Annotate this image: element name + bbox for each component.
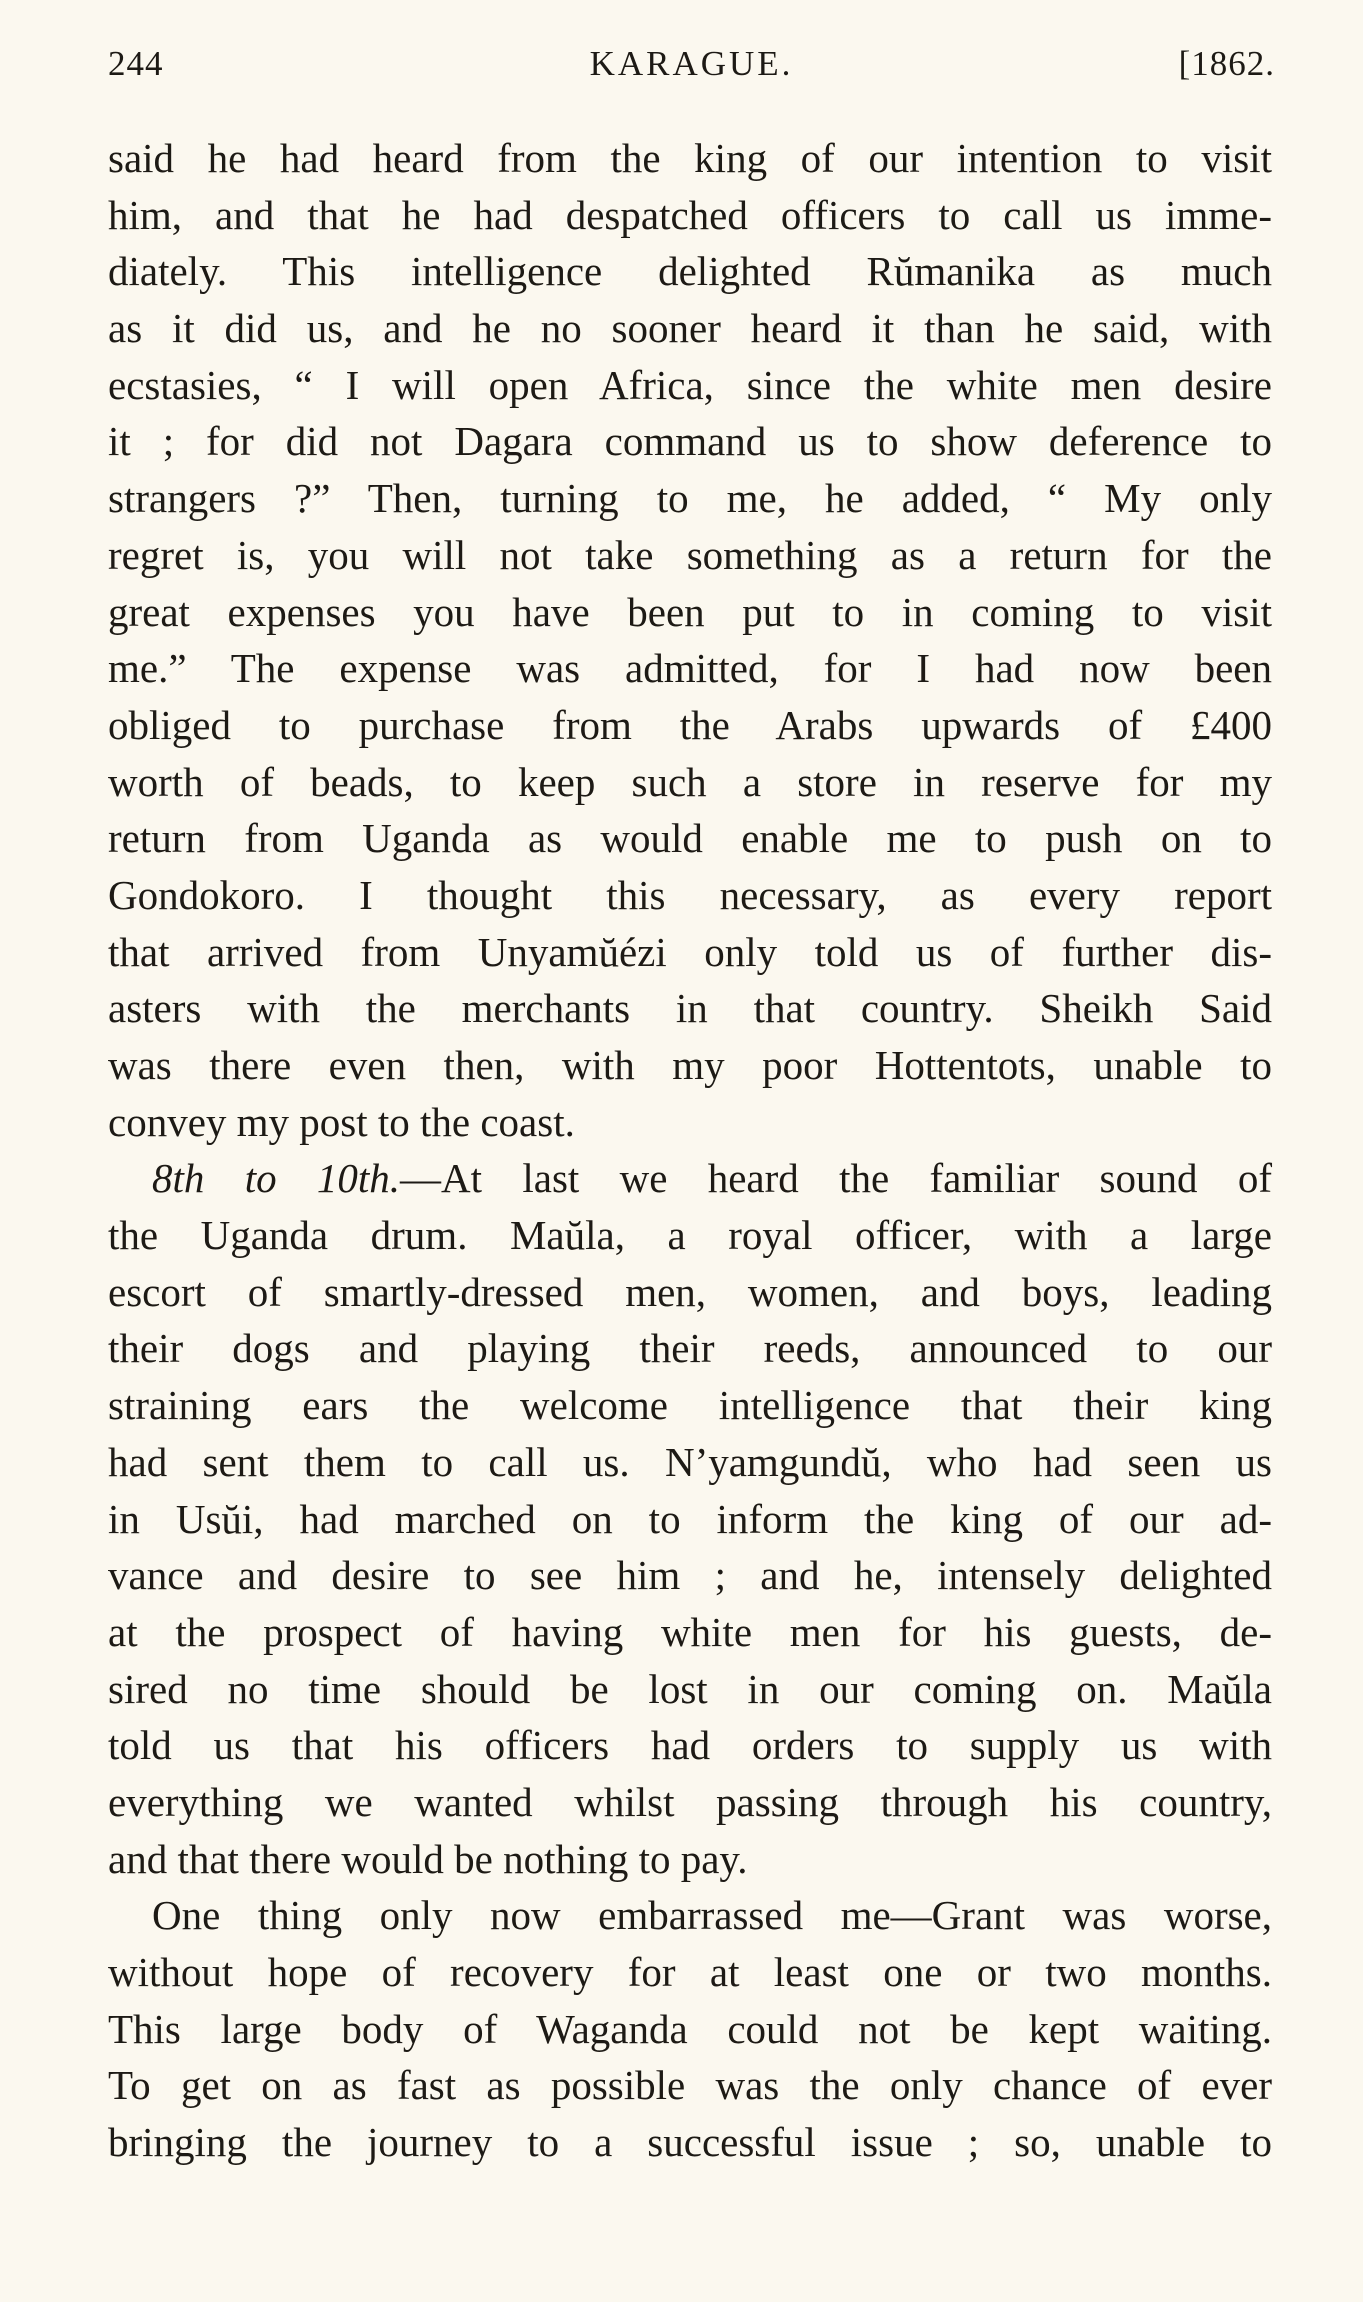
text-line-27: at the prospect of having white men for his guests, de- — [108, 1608, 1272, 1655]
text-line-17: was there even then, with my poor Hottentots, unable to — [108, 1042, 1272, 1088]
text-line-15: that arrived from Unyamŭézi only told us of further dis- — [108, 928, 1272, 975]
text-line-14: Gondokoro. I thought this necessary, as every report — [108, 871, 1272, 918]
text-line-13: return from Uganda as would enable me to push on to — [108, 815, 1272, 862]
text-line-12: worth of beads, to keep such a store in reserve for my — [108, 758, 1272, 805]
text-line-35: To get on as fast as possible was the only chance of ever — [108, 2062, 1272, 2109]
text-line-18: convey my post to the coast. — [108, 1098, 575, 1145]
text-line-7: strangers ?” Then, turning to me, he added, “ My only — [108, 475, 1272, 522]
text-line-31: and that there would be nothing to pay. — [108, 1835, 748, 1882]
year-marker: [1862. — [1178, 44, 1275, 83]
text-line-4: as it did us, and he no sooner heard it than he said, with — [108, 305, 1272, 352]
running-title: KARAGUE. — [589, 44, 794, 83]
text-line-29: told us that his officers had orders to supply us with — [108, 1722, 1272, 1769]
text-line-24: had sent them to call us. N’yamgundŭ, who had seen us — [108, 1438, 1272, 1485]
text-line-10: me.” The expense was admitted, for I had now been — [108, 645, 1272, 692]
text-line-36: bringing the journey to a successful issue ; so, unable to — [108, 2119, 1272, 2166]
text-line-33: without hope of recovery for at least one or two months. — [108, 1949, 1272, 1995]
text-line-20: the Uganda drum. Maŭla, a royal officer, with a large — [108, 1212, 1272, 1259]
text-line-11: obliged to purchase from the Arabs upwards of £400 — [108, 701, 1272, 748]
text-line-6: it ; for did not Dagara command us to show deference to — [108, 418, 1272, 465]
text-line-30: everything we wanted whilst passing through his country, — [108, 1778, 1272, 1825]
date-heading: 8th to 10th. — [152, 1155, 401, 1202]
text-line-21: escort of smartly-dressed men, women, and boys, leading — [108, 1268, 1272, 1315]
text-line-32: One thing only now embarrassed me—Grant was worse, — [152, 1892, 1272, 1939]
text-line-34: This large body of Waganda could not be kept waiting. — [108, 2005, 1272, 2052]
page-number: 244 — [108, 44, 164, 83]
text-line-8: regret is, you will not take something as a return for the — [108, 531, 1272, 578]
text-line-16: asters with the merchants in that country. Sheikh Said — [108, 985, 1272, 1032]
text-line-5: ecstasies, “ I will open Africa, since the white men desire — [108, 361, 1272, 408]
text-line-23: straining ears the welcome intelligence that their king — [108, 1382, 1272, 1429]
running-head — [108, 44, 1275, 104]
text-line-26: vance and desire to see him ; and he, intensely delighted — [108, 1552, 1272, 1599]
text-line-19 — [108, 1150, 1272, 1207]
text-line-1: said he had heard from the king of our intention to visit — [108, 135, 1272, 181]
text-line-9: great expenses you have been put to in coming to visit — [108, 588, 1272, 635]
text-line-3: diately. This intelligence delighted Rŭmanika as much — [108, 248, 1272, 295]
text-line-22: their dogs and playing their reeds, announced to our — [108, 1325, 1272, 1372]
body-text — [108, 130, 1272, 2171]
text-line-25: in Usŭi, had marched on to inform the king of our ad- — [108, 1495, 1272, 1542]
text-line-28: sired no time should be lost in our coming on. Maŭla — [108, 1665, 1272, 1712]
text-line-19-rest: —At last we heard the familiar sound of — [400, 1155, 1272, 1202]
text-line-2: him, and that he had despatched officers to call us imme- — [108, 191, 1272, 238]
